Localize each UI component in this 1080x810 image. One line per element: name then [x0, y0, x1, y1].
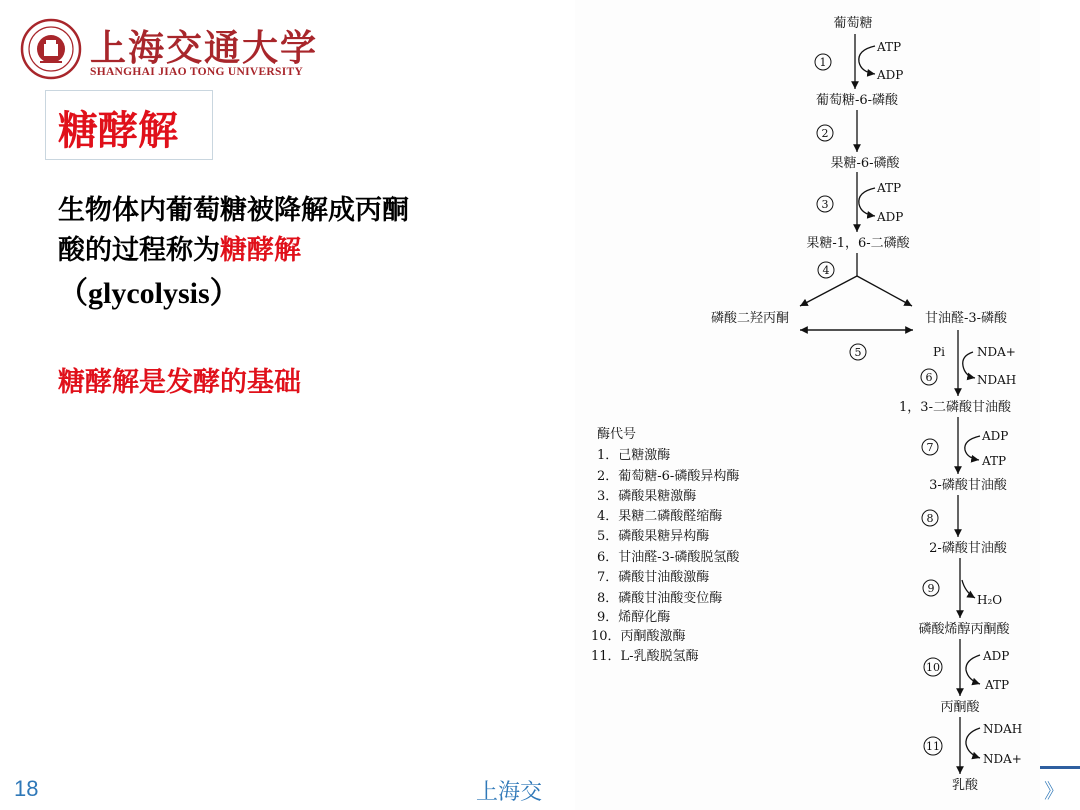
footer-university-text: 上海交	[476, 780, 543, 805]
metabolite-lactate: 乳酸	[951, 778, 979, 793]
cofactor-atp-in-3: ATP	[877, 181, 902, 195]
enzyme-item: 5．磷酸果糖异构酶	[597, 529, 710, 544]
enzyme-item: 4．果糖二磷酸醛缩酶	[597, 509, 723, 524]
definition-text: 酸的过程称为	[58, 235, 220, 266]
cofactor-h2o-out-9: H₂O	[977, 593, 1003, 607]
step-number-3: 3	[821, 198, 829, 211]
enzyme-item: 1．己糖激酶	[597, 448, 671, 463]
university-logo	[20, 18, 319, 82]
metabolite-glucose: 葡萄糖	[833, 16, 873, 31]
glycolysis-pathway-diagram	[575, 0, 1040, 810]
metabolite-f16bp: 果糖-1，6-二磷酸	[806, 236, 910, 251]
step-number-7: 7	[926, 441, 934, 454]
enzyme-item: 2．葡萄糖-6-磷酸异构酶	[597, 469, 740, 484]
enzyme-item: 6．甘油醛-3-磷酸脱氢酸	[597, 550, 740, 565]
cofactor-atp-out-7: ATP	[982, 454, 1007, 468]
slide-title-box	[45, 90, 213, 160]
footer-arrow-icon: 》	[1044, 779, 1064, 803]
cofactor-atp-in-1: ATP	[877, 40, 902, 54]
step-number-2: 2	[821, 127, 829, 140]
definition-line-1: 生物体内葡萄糖被降解成丙酮	[58, 195, 409, 226]
fermentation-note: 糖酵解是发酵的基础	[58, 367, 301, 398]
cofactor-pi-6: Pi	[933, 345, 945, 359]
step-number-6: 6	[925, 371, 933, 384]
metabolite-pep: 磷酸烯醇丙酮酸	[918, 622, 1010, 637]
pathway-svg	[575, 0, 1040, 810]
university-name-en: SHANGHAI JIAO TONG UNIVERSITY	[90, 66, 304, 78]
page-number: 18	[14, 776, 39, 801]
cofactor-ndah-in-11: NDAH	[983, 722, 1023, 736]
cofactor-ndah-out-6: NDAH	[977, 373, 1017, 387]
cofactor-atp-out-10: ATP	[985, 678, 1010, 692]
metabolite-3pg: 3-磷酸甘油酸	[929, 478, 1007, 493]
definition-line-3: （glycolysis）	[58, 277, 240, 310]
metabolite-g6p: 葡萄糖-6-磷酸	[815, 93, 899, 108]
cofactor-adp-in-7: ADP	[982, 429, 1009, 443]
metabolite-pyruvate: 丙酮酸	[940, 700, 980, 715]
cofactor-adp-out-1: ADP	[877, 68, 904, 82]
step-number-8: 8	[926, 512, 934, 525]
cofactor-nda-in-6: NDA+	[977, 345, 1016, 359]
step-number-10: 10	[926, 661, 940, 674]
step-number-9: 9	[927, 582, 935, 595]
metabolite-f6p: 果糖-6-磷酸	[830, 156, 900, 171]
cofactor-adp-out-3: ADP	[877, 210, 904, 224]
metabolite-g3p: 甘油醛-3-磷酸	[924, 311, 1008, 326]
step-number-11: 11	[926, 740, 940, 753]
enzyme-item: 3．磷酸果糖激酶	[597, 489, 697, 504]
step-number-4: 4	[822, 264, 830, 277]
definition-line-2	[58, 228, 301, 267]
metabolite-13bpg: 1，3-二磷酸甘油酸	[899, 400, 1011, 415]
enzyme-legend	[591, 427, 740, 664]
enzyme-item: 11．L-乳酸脱氢酶	[591, 649, 699, 664]
step-number-5: 5	[854, 346, 862, 359]
metabolite-2pg: 2-磷酸甘油酸	[929, 541, 1007, 556]
metabolite-dhap: 磷酸二羟丙酮	[710, 311, 790, 326]
step-number-1: 1	[819, 56, 827, 69]
enzyme-item: 7．磷酸甘油酸激酶	[597, 570, 710, 585]
cofactor-adp-in-10: ADP	[983, 649, 1010, 663]
enzyme-legend-title: 酶代号	[597, 427, 637, 442]
definition-highlight: 糖酵解	[220, 235, 301, 266]
enzyme-item: 8．磷酸甘油酸变位酶	[597, 591, 723, 606]
university-seal-icon	[20, 18, 82, 80]
slide-title: 糖酵解	[58, 107, 178, 154]
enzyme-item: 9．烯醇化酶	[597, 610, 671, 625]
university-name-cn: 上海交通大学	[90, 27, 319, 69]
enzyme-item: 10．丙酮酸激酶	[591, 629, 686, 644]
cofactor-nda-out-11: NDA+	[983, 752, 1022, 766]
footer-divider	[1040, 766, 1080, 769]
